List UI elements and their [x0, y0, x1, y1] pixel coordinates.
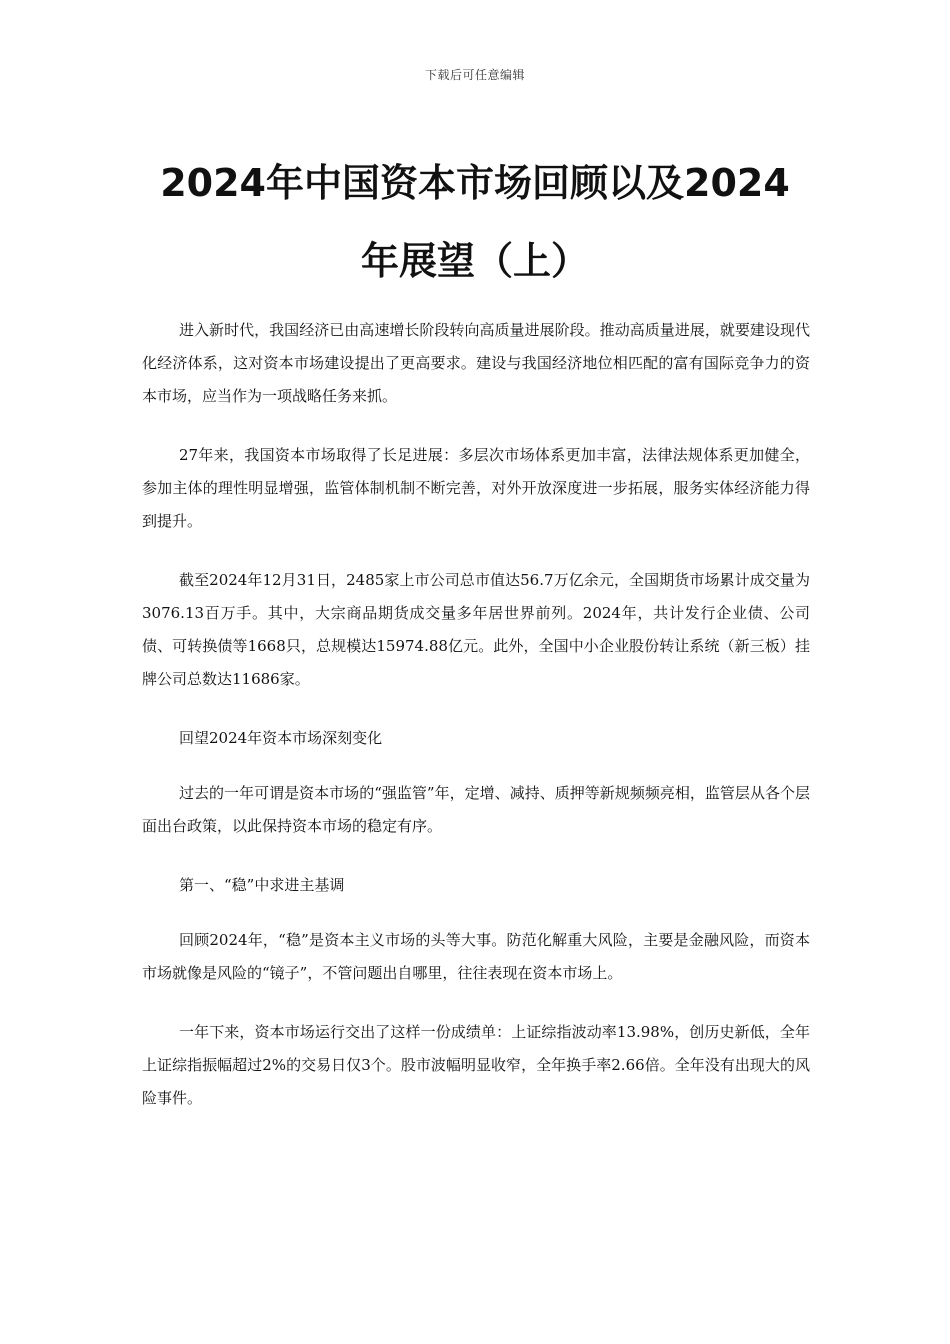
document-title-line-2: 年展望（上）: [360, 239, 589, 283]
paragraph-results: 一年下来，资本市场运行交出了这样一份成绩单：上证综指波动率13.98%，创历史新低，全年上证综指振幅超过2%的交易日仅3个。股市波幅明显收窄，全年换手率2.66倍。全年没有出现大的风险事件。: [142, 1023, 810, 1107]
paragraph-progress: 27年来，我国资本市场取得了长足进展：多层次市场体系更加丰富，法律法规体系更加健全，参加主体的理性明显增强，监管体制机制不断完善，对外开放深度进一步拓展，服务实体经济能力得到提升。: [142, 446, 810, 530]
paragraph-regulation: 过去的一年可谓是资本市场的“强监管”年，定增、减持、质押等新规频频亮相，监管层从各个层面出台政策，以此保持资本市场的稳定有序。: [142, 784, 810, 835]
document-title-line-1: 2024年中国资本市场回顾以及2024: [160, 161, 790, 205]
section-heading-review: 回望2024年资本市场深刻变化: [179, 729, 383, 747]
page-header-note: 下载后可任意编辑: [424, 68, 525, 82]
paragraph-intro: 进入新时代，我国经济已由高速增长阶段转向高质量进展阶段。推动高质量进展，就要建设现代化经济体系，这对资本市场建设提出了更高要求。建设与我国经济地位相匹配的富有国际竞争力的资本市场，应当作为一项战略任务来抓。: [142, 321, 810, 405]
document-title: [120, 144, 830, 300]
paragraph-stability: 回顾2024年，“稳”是资本主义市场的头等大事。防范化解重大风险，主要是金融风险，而资本市场就像是风险的“镜子”，不管问题出自哪里，往往表现在资本市场上。: [142, 931, 810, 982]
section-heading-first: 第一、“稳”中求进主基调: [179, 876, 345, 894]
paragraph-statistics: 截至2024年12月31日，2485家上市公司总市值达56.7万亿余元，全国期货市场累计成交量为3076.13百万手。其中，大宗商品期货成交量多年居世界前列。2024年，共计发行企业债、公司债、可转换债等1668只，总规模达15974.88亿元。此外，全国中小企业股份转让系统（新三板）挂牌公司总数达11686家。: [142, 571, 810, 688]
document-body: [142, 314, 810, 1141]
